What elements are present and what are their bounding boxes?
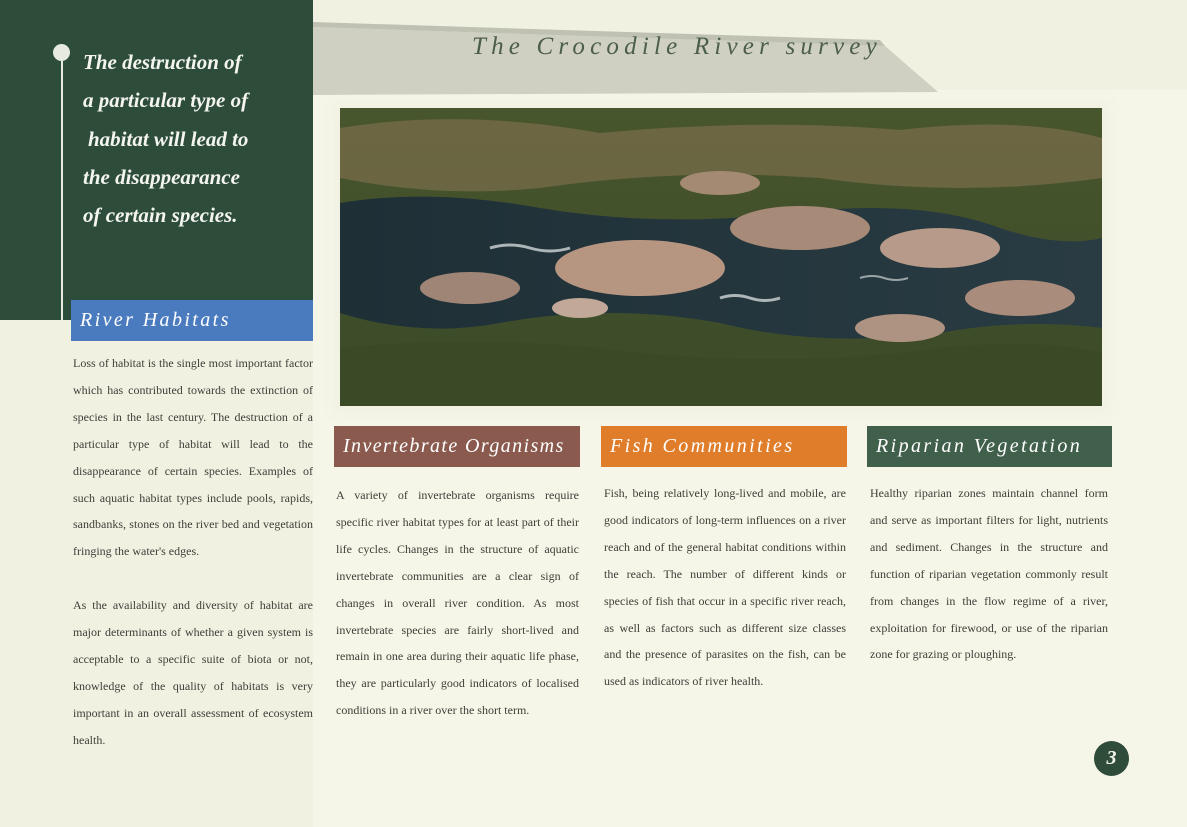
paragraph: Fish, being relatively long-lived and mobile, are good indicators of long-term influences on a river reach and of the general habitat conditions within the reach. The number of different kinds or species of fish that occur in a specific river reach, as well as factors such as different size classes and the presence of parasites on the fish, can be used as indicators of river health.	[604, 486, 846, 689]
pull-quote	[83, 43, 248, 234]
paragraph: A variety of invertebrate organisms require specific river habitat types for at least part of their life cycles. Changes in the structure of aquatic invertebrate communities are a clear sign of changes in overall river condition. As most invertebrate species are fairly short-lived and remain in one area during their aquatic life phase, they are particularly good indicators of localised conditions in a river over the short term.	[336, 488, 579, 718]
riparian-vegetation-heading: Riparian Vegetation	[867, 426, 1112, 467]
river-habitats-heading: River Habitats	[71, 300, 313, 341]
river-aerial-photo	[340, 108, 1102, 406]
river-habitats-text	[73, 350, 313, 754]
pull-quote-line: of certain species.	[83, 203, 238, 228]
pull-quote-line: a particular type of	[83, 88, 249, 113]
paragraph: As the availability and diversity of habitat are major determinants of whether a given system is acceptable to a specific suite of biota or not, knowledge of the quality of habitats is very important in an overall assessment of ecosystem health.	[73, 598, 313, 747]
paragraph: Loss of habitat is the single most important factor which has contributed towards the extinction of species in the last century. The destruction of a particular type of habitat will lead to the disappearance of certain species. Examples of such aquatic habitat types include pools, rapids, sandbanks, stones on the river bed and vegetation fringing the water's edges.	[73, 356, 313, 559]
quote-rule	[61, 52, 63, 320]
fish-communities-heading: Fish Communities	[601, 426, 847, 467]
paragraph: Healthy riparian zones maintain channel form and serve as important filters for light, nutrients and sediment. Changes in the structure and function of riparian vegetation commonly result from changes in the flow regime of a river, exploitation for firewood, or use of the riparian zone for grazing or ploughing.	[870, 486, 1108, 662]
invertebrate-organisms-text	[336, 482, 579, 724]
pull-quote-line: The destruction of	[83, 50, 242, 74]
invertebrate-organisms-heading: Invertebrate Organisms	[334, 426, 580, 467]
page-number: 3	[1094, 741, 1129, 776]
page-title: The Crocodile River survey	[472, 33, 882, 60]
riparian-vegetation-text	[870, 480, 1108, 668]
pull-quote-line: the disappearance	[83, 164, 240, 189]
pull-quote-line: habitat will lead to	[88, 126, 249, 151]
fish-communities-text	[604, 480, 846, 695]
bullet-dot-icon	[53, 44, 70, 61]
